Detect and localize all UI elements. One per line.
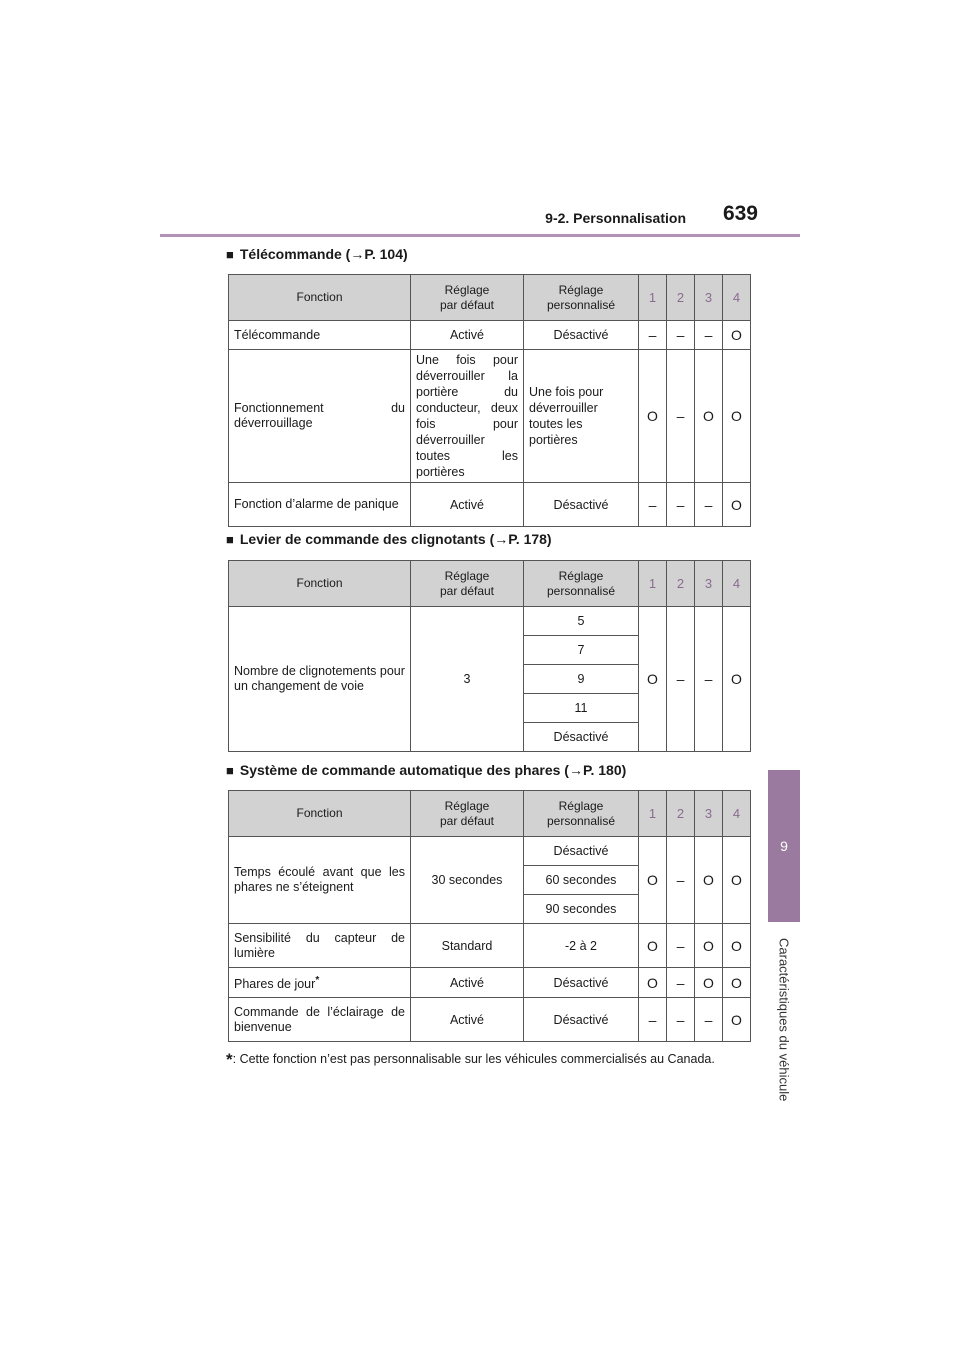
cell-perso: -2 à 2 (524, 924, 639, 968)
table-telecommande (228, 274, 751, 527)
cell-perso-option: Désactivé (524, 837, 639, 866)
cell-mark: – (667, 607, 695, 752)
table-header-row (229, 561, 751, 607)
cell-perso-option: Désactivé (524, 723, 639, 752)
section-heading-clignotants: ■ Levier de commande des clignotants (→P. 178) (226, 531, 552, 547)
header-perso: Réglage personnalisé (524, 561, 639, 607)
cell-perso-option: 11 (524, 694, 639, 723)
cell-mark: O (695, 968, 723, 998)
cell-defaut: Une fois pour déverrouiller la portière du conducteur, deux fois pour déverrouiller toutes les portières (411, 350, 524, 483)
table-row (229, 924, 751, 968)
header-num-3: 3 (695, 275, 723, 321)
page-number: 639 (722, 202, 758, 225)
cell-mark: – (695, 483, 723, 527)
cell-perso-option: 60 secondes (524, 866, 639, 895)
cell-mark: O (639, 968, 667, 998)
chapter-tab[interactable] (768, 770, 800, 922)
cell-fonction: Fonctionnement du déverrouillage (229, 350, 411, 483)
cell-mark: O (723, 998, 751, 1042)
footnote-text: : Cette fonction n’est pas personnalisable sur les véhicules commercialisés au Canada. (232, 1052, 715, 1066)
cell-fonction: Sensibilité du capteur de lumière (229, 924, 411, 968)
cell-fonction: Télécommande (229, 321, 411, 350)
cell-mark: O (639, 350, 667, 483)
header-defaut: Réglage par défaut (411, 275, 524, 321)
cell-perso: Désactivé (524, 321, 639, 350)
header-num-3: 3 (695, 561, 723, 607)
header-num-2: 2 (667, 275, 695, 321)
cell-mark: O (695, 837, 723, 924)
section-heading-phares: ■ Système de commande automatique des phares (→P. 180) (226, 762, 627, 778)
chapter-title: Caractéristiques du véhicule (776, 938, 792, 1102)
bullet-square-icon: ■ (226, 763, 234, 778)
cell-mark: O (723, 350, 751, 483)
cell-mark: O (695, 350, 723, 483)
cell-mark: O (639, 924, 667, 968)
cell-perso: Désactivé (524, 968, 639, 998)
cell-perso: Une fois pour déverrouiller toutes les portières (524, 350, 639, 483)
header-num-3: 3 (695, 791, 723, 837)
cell-mark: – (639, 483, 667, 527)
cell-mark: – (667, 483, 695, 527)
cell-perso-option: 5 (524, 607, 639, 636)
bullet-square-icon: ■ (226, 247, 234, 262)
cell-perso-option: 9 (524, 665, 639, 694)
header-perso: Réglage personnalisé (524, 275, 639, 321)
cell-fonction: Commande de l’éclairage de bienvenue (229, 998, 411, 1042)
header-num-4: 4 (723, 275, 751, 321)
header-fonction: Fonction (229, 275, 411, 321)
cell-mark: O (723, 837, 751, 924)
cell-mark: O (723, 968, 751, 998)
cell-mark: – (639, 321, 667, 350)
header-num-1: 1 (639, 275, 667, 321)
cell-defaut: Activé (411, 998, 524, 1042)
cell-defaut: Activé (411, 321, 524, 350)
cell-mark: O (723, 607, 751, 752)
page-header (160, 200, 800, 237)
header-defaut: Réglage par défaut (411, 561, 524, 607)
cell-mark: – (695, 607, 723, 752)
cell-perso-option: 7 (524, 636, 639, 665)
cell-defaut: 3 (411, 607, 524, 752)
cell-fonction: Temps écoulé avant que les phares ne s’éteignent (229, 837, 411, 924)
header-defaut: Réglage par défaut (411, 791, 524, 837)
cell-mark: – (667, 837, 695, 924)
bullet-square-icon: ■ (226, 532, 234, 547)
footnote (226, 1050, 715, 1070)
table-row (229, 350, 751, 483)
cell-mark: – (667, 998, 695, 1042)
header-fonction: Fonction (229, 561, 411, 607)
table-header-row (229, 275, 751, 321)
cell-mark: O (723, 483, 751, 527)
header-num-1: 1 (639, 561, 667, 607)
header-num-4: 4 (723, 791, 751, 837)
header-num-1: 1 (639, 791, 667, 837)
header-num-2: 2 (667, 561, 695, 607)
cell-mark: – (639, 998, 667, 1042)
cell-defaut: Activé (411, 483, 524, 527)
cell-fonction: Fonction d’alarme de panique (229, 483, 411, 527)
cell-defaut: Standard (411, 924, 524, 968)
header-num-4: 4 (723, 561, 751, 607)
table-row (229, 968, 751, 998)
cell-mark: O (723, 321, 751, 350)
header-fonction: Fonction (229, 791, 411, 837)
footnote-star: * (226, 1050, 233, 1069)
cell-mark: O (639, 607, 667, 752)
chapter-number: 9 (780, 838, 788, 854)
table-clignotants (228, 560, 751, 752)
table-row (229, 998, 751, 1042)
section-title: 9-2. Personnalisation (545, 210, 686, 226)
table-row (229, 607, 751, 636)
cell-mark: O (723, 924, 751, 968)
cell-mark: – (695, 998, 723, 1042)
cell-mark: – (667, 321, 695, 350)
table-row (229, 837, 751, 866)
header-perso: Réglage personnalisé (524, 791, 639, 837)
table-header-row (229, 791, 751, 837)
table-phares (228, 790, 751, 1042)
cell-mark: – (667, 350, 695, 483)
footnote-marker: * (315, 974, 320, 986)
cell-mark: O (639, 837, 667, 924)
cell-perso: Désactivé (524, 998, 639, 1042)
cell-defaut: Activé (411, 968, 524, 998)
cell-defaut: 30 secondes (411, 837, 524, 924)
cell-perso-option: 90 secondes (524, 895, 639, 924)
section-heading-telecommande: ■ Télécommande (→P. 104) (226, 246, 408, 262)
table-row (229, 321, 751, 350)
cell-perso: Désactivé (524, 483, 639, 527)
cell-mark: – (695, 321, 723, 350)
cell-mark: – (667, 968, 695, 998)
cell-fonction: Phares de jour* (229, 968, 411, 998)
cell-fonction: Nombre de clignotements pour un changement de voie (229, 607, 411, 752)
chapter-label (768, 930, 800, 1110)
header-num-2: 2 (667, 791, 695, 837)
cell-mark: – (667, 924, 695, 968)
table-row (229, 483, 751, 527)
cell-mark: O (695, 924, 723, 968)
